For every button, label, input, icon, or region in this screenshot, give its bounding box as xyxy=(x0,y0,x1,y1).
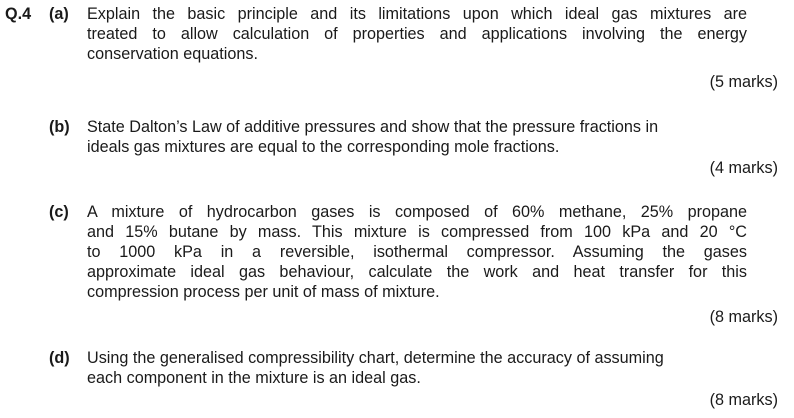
part-c-line-5: compression process per unit of mass of mixture. xyxy=(87,283,440,301)
part-c-marks: (8 marks) xyxy=(709,308,778,326)
question-number: Q.4 xyxy=(5,5,32,23)
part-b-label: (b) xyxy=(49,118,70,136)
part-a-line-3: conservation equations. xyxy=(87,45,258,63)
part-d-line-1: Using the generalised compressibility chart, determine the accuracy of assuming xyxy=(87,349,664,367)
part-c-line-3: to 1000 kPa in a reversible, isothermal compressor. Assuming the gases xyxy=(87,243,747,261)
part-c-line-1: A mixture of hydrocarbon gases is composed of 60% methane, 25% propane xyxy=(87,203,747,221)
part-c-line-2: and 15% butane by mass. This mixture is compressed from 100 kPa and 20 °C xyxy=(87,223,747,241)
part-a-marks: (5 marks) xyxy=(709,73,778,91)
part-b-line-2: ideals gas mixtures are equal to the corresponding mole fractions. xyxy=(87,138,560,156)
part-d-line-2: each component in the mixture is an ideal gas. xyxy=(87,369,421,387)
part-d-text xyxy=(87,348,747,388)
part-b-text xyxy=(87,117,747,157)
part-a-text xyxy=(87,4,747,64)
part-b-marks: (4 marks) xyxy=(709,159,778,177)
part-d-label: (d) xyxy=(49,349,70,367)
part-c-line-4: approximate ideal gas behaviour, calculate the work and heat transfer for this xyxy=(87,263,747,281)
part-a-label: (a) xyxy=(49,5,69,23)
part-a-line-2: treated to allow calculation of properties and applications involving the energy xyxy=(87,25,747,43)
part-b-line-1: State Dalton’s Law of additive pressures and show that the pressure fractions in xyxy=(87,118,659,136)
part-c-text xyxy=(87,202,747,302)
part-a-line-1: Explain the basic principle and its limitations upon which ideal gas mixtures are xyxy=(87,5,747,23)
part-c-label: (c) xyxy=(49,203,69,221)
part-d-marks: (8 marks) xyxy=(709,391,778,409)
